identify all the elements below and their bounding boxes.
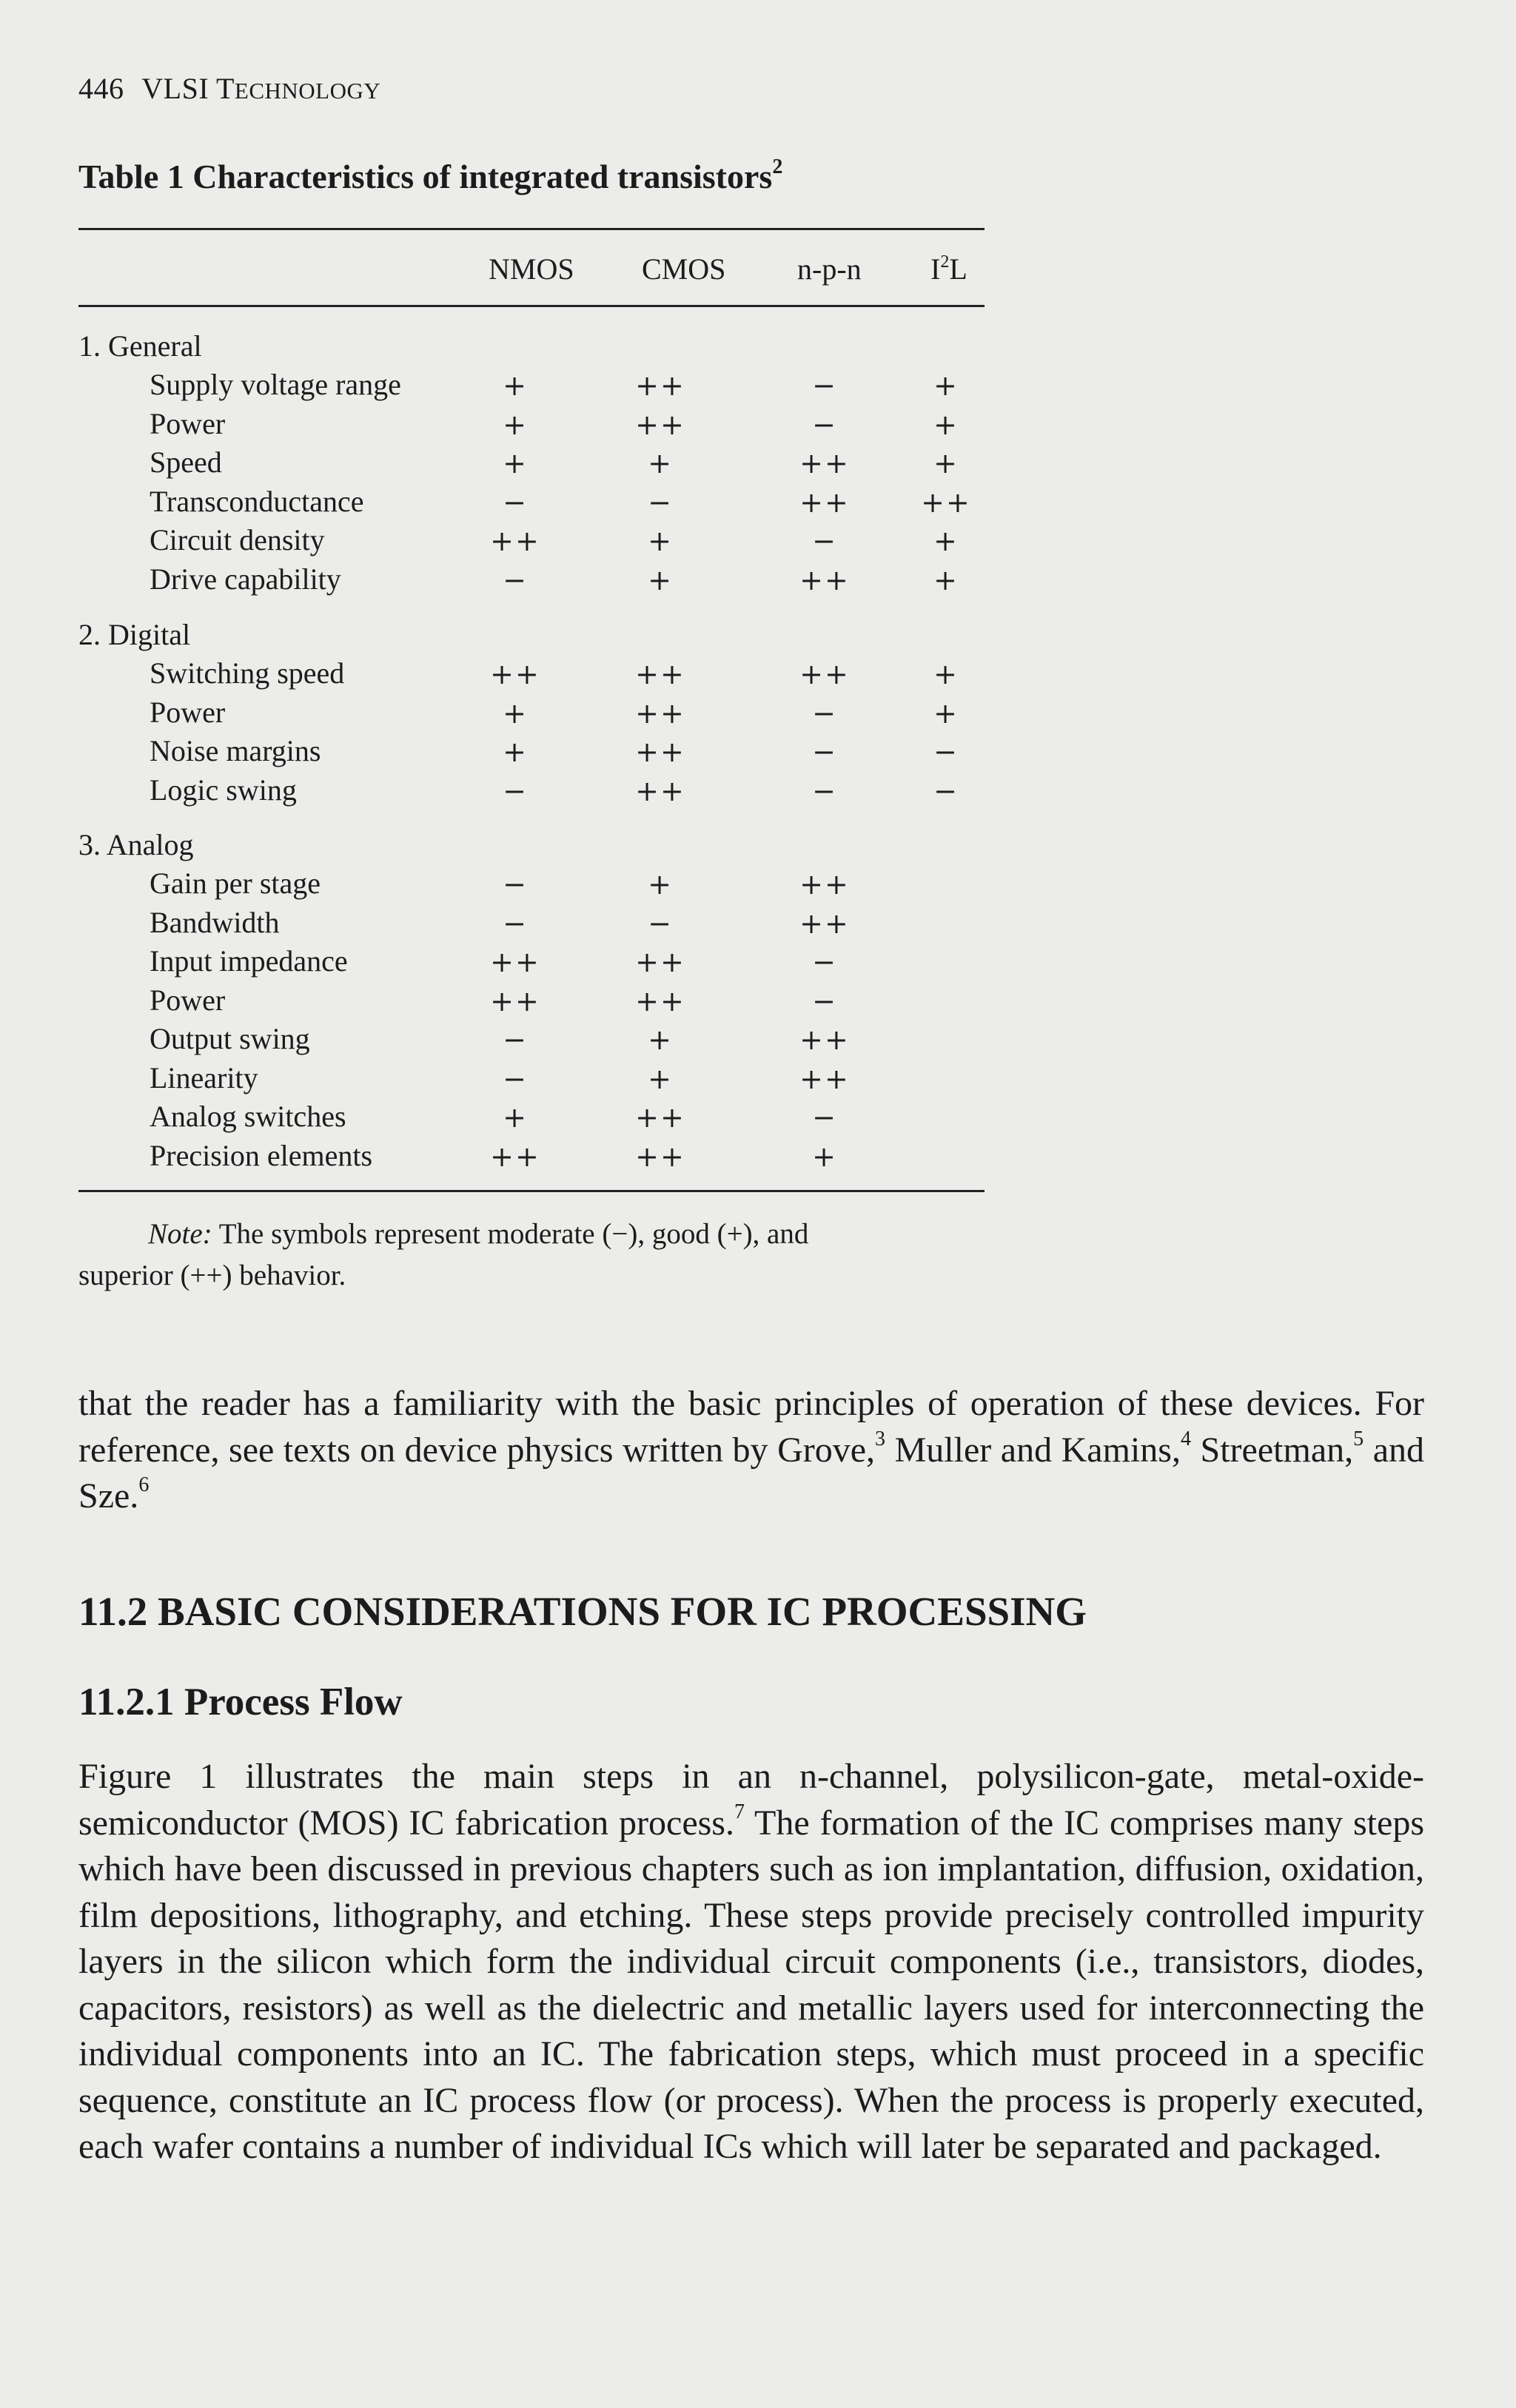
paragraph-intro-text-a: that the reader has a familiarity with the basic principles of operation of these devices. For reference, see texts on device physics written by Grove, — [78, 1384, 1424, 1470]
table-cell-rating: + — [503, 736, 528, 768]
table-cell-rating: ++ — [635, 736, 685, 768]
table-caption-text: Table 1 Characteristics of integrated transistors — [78, 158, 773, 195]
table-cell-rating: ++ — [799, 868, 850, 901]
footnote-ref-7: 7 — [734, 1800, 745, 1823]
table-row-label: Precision elements — [150, 1138, 373, 1172]
table-cell-rating: ++ — [490, 658, 540, 690]
table-row-label: Power — [150, 695, 226, 729]
table-row-label: Analog switches — [150, 1100, 346, 1133]
running-head-title: VLSI — [141, 72, 209, 105]
table-note-line-1 — [78, 1214, 996, 1255]
paragraph-process-flow — [78, 1754, 1424, 2170]
table-cell-rating: + — [933, 369, 959, 402]
table-cell-rating: ++ — [635, 774, 685, 807]
table-row-label: Power — [150, 983, 226, 1017]
column-header-i2l-base: I — [930, 252, 941, 286]
table-cell-rating: ++ — [635, 1140, 685, 1173]
table-cell-rating: + — [648, 525, 673, 557]
table-cell-rating: ++ — [490, 1140, 540, 1173]
table-cell-rating: + — [648, 447, 673, 480]
table-cell-rating: − — [812, 408, 837, 441]
table-cell-rating: + — [648, 563, 673, 596]
paragraph-intro-text-b: Muller and Kamins, — [885, 1430, 1181, 1470]
table-row-label: Power — [150, 406, 226, 440]
table-cell-rating: ++ — [635, 946, 685, 978]
table-cell-rating: ++ — [799, 907, 850, 940]
table-cell-rating: − — [812, 984, 837, 1018]
table-cell-rating: ++ — [799, 447, 850, 480]
paragraph-process-flow-text-b: The formation of the IC comprises many steps which have been discussed in previous chapters such as ion implantation, diffusion, oxidation, film depositions, lithography, and etching. These steps provide precisely controlled impurity layers in the silicon which form the individual circuit components (i.e., transistors, diodes, capacitors, resistors) as well as the dielectric and metallic layers used for interconnecting the individual components into an IC. The fabrication steps, which must proceed in a specific sequence, constitute an IC process flow (or process). When the process is properly executed, each wafer contains a number of individual ICs which will later be separated and packaged. — [78, 1803, 1424, 2166]
table-row-label: Supply voltage range — [150, 368, 401, 401]
table-cell-rating: − — [503, 485, 528, 519]
table-cell-rating: + — [503, 408, 528, 441]
table-cell-rating: ++ — [635, 408, 685, 441]
table-row-label: Transconductance — [150, 484, 364, 518]
table-cell-rating: − — [812, 525, 837, 557]
table-cell-rating: + — [503, 1101, 528, 1134]
table-cell-rating: − — [812, 736, 837, 768]
table-cell-rating: − — [503, 1062, 528, 1095]
footnote-ref-5: 5 — [1353, 1427, 1364, 1450]
column-header-i2l — [930, 252, 967, 286]
section-heading: 11.2 BASIC CONSIDERATIONS FOR IC PROCESSING — [78, 1589, 1087, 1634]
footnote-ref-3: 3 — [875, 1427, 886, 1450]
table-note-line-2: superior (++) behavior. — [78, 1260, 346, 1291]
table-cell-rating: ++ — [635, 658, 685, 690]
table-note — [78, 1214, 996, 1297]
table-cell-rating: − — [648, 907, 673, 940]
table-cell-rating: ++ — [799, 1062, 850, 1095]
table-cell-rating: ++ — [799, 563, 850, 596]
table-row-label: Gain per stage — [150, 867, 321, 900]
table-cell-rating: + — [503, 447, 528, 480]
table-cell-rating: + — [933, 563, 959, 596]
table-cell-rating: − — [503, 868, 528, 901]
table-row-label: Switching speed — [150, 656, 345, 690]
table-cell-rating: − — [812, 774, 837, 807]
table-cell-rating: + — [933, 696, 959, 730]
table-cell-rating: ++ — [799, 1023, 850, 1056]
table-row-label: Circuit density — [150, 523, 325, 556]
table-cell-rating: − — [933, 774, 959, 807]
column-header-i2l-rest: L — [949, 252, 967, 286]
paragraph-process-flow-text-a: Figure 1 illustrates the main steps in an n-channel, polysilicon-gate, metal-oxide-semiconductor (MOS) IC fabrication process. — [78, 1757, 1424, 1843]
footnote-ref-4: 4 — [1180, 1427, 1191, 1450]
table-cell-rating: − — [648, 485, 673, 519]
table-cell-rating: − — [503, 774, 528, 807]
table-cell-rating: ++ — [635, 1101, 685, 1134]
table-cell-rating: + — [933, 658, 959, 690]
table-cell-rating: ++ — [921, 485, 971, 519]
table-row-label: Bandwidth — [150, 905, 280, 939]
table-cell-rating: ++ — [490, 946, 540, 978]
table-header-rule — [78, 305, 985, 307]
running-head — [78, 71, 380, 106]
column-header-npn: n-p-n — [797, 252, 862, 286]
paragraph-intro-text-d: and Sze. — [78, 1430, 1425, 1516]
table-cell-rating: ++ — [635, 984, 685, 1018]
paragraph-intro — [78, 1381, 1424, 1520]
table-cell-rating: + — [933, 408, 959, 441]
table-cell-rating: − — [933, 736, 959, 768]
table-cell-rating: ++ — [799, 485, 850, 519]
table-cell-rating: + — [503, 696, 528, 730]
column-header-nmos: NMOS — [489, 252, 574, 286]
table-row-label: Output swing — [150, 1022, 310, 1055]
column-header-cmos: CMOS — [642, 252, 726, 286]
table-row-label: Linearity — [150, 1060, 258, 1094]
table-section-label: 3. Analog — [78, 828, 194, 861]
table-cell-rating: + — [812, 1140, 837, 1173]
table-cell-rating: − — [812, 696, 837, 730]
running-head-title-rest: ECHNOLOGY — [234, 78, 381, 104]
table-cell-rating: − — [503, 1023, 528, 1056]
table-row-label: Logic swing — [150, 773, 297, 807]
table-cell-rating: + — [933, 525, 959, 557]
table-caption-ref: 2 — [772, 155, 783, 178]
table-cell-rating: − — [503, 563, 528, 596]
table-cell-rating: − — [812, 946, 837, 978]
table-cell-rating: ++ — [635, 696, 685, 730]
table-cell-rating: ++ — [490, 984, 540, 1018]
table-row-label: Noise margins — [150, 734, 321, 767]
table-cell-rating: − — [812, 369, 837, 402]
table-caption — [78, 157, 782, 196]
table-cell-rating: + — [648, 1062, 673, 1095]
table-row-label: Speed — [150, 445, 222, 479]
column-header-i2l-sup: 2 — [940, 252, 950, 272]
table-section-label: 2. Digital — [78, 618, 191, 651]
table-cell-rating: + — [503, 369, 528, 402]
page-number: 446 — [78, 72, 124, 105]
table-cell-rating: − — [812, 1101, 837, 1134]
table-cell-rating: + — [933, 447, 959, 480]
table-note-label: Note: — [148, 1218, 212, 1250]
table-cell-rating: + — [648, 868, 673, 901]
table-row-label: Drive capability — [150, 562, 341, 596]
subsection-heading: 11.2.1 Process Flow — [78, 1681, 403, 1723]
table-section-label: 1. General — [78, 329, 202, 363]
table-cell-rating: ++ — [490, 525, 540, 557]
table-bottom-rule — [78, 1190, 985, 1192]
footnote-ref-6: 6 — [138, 1473, 150, 1496]
table-cell-rating: ++ — [799, 658, 850, 690]
table-cell-rating: ++ — [635, 369, 685, 402]
table-top-rule — [78, 228, 985, 230]
table-row-label: Input impedance — [150, 944, 348, 978]
running-head-title-cap: T — [215, 72, 235, 105]
table-cell-rating: − — [503, 907, 528, 940]
table-note-text-1: The symbols represent moderate (−), good (+), and — [218, 1218, 809, 1250]
table-cell-rating: + — [648, 1023, 673, 1056]
paragraph-intro-text-c: Streetman, — [1190, 1430, 1354, 1470]
